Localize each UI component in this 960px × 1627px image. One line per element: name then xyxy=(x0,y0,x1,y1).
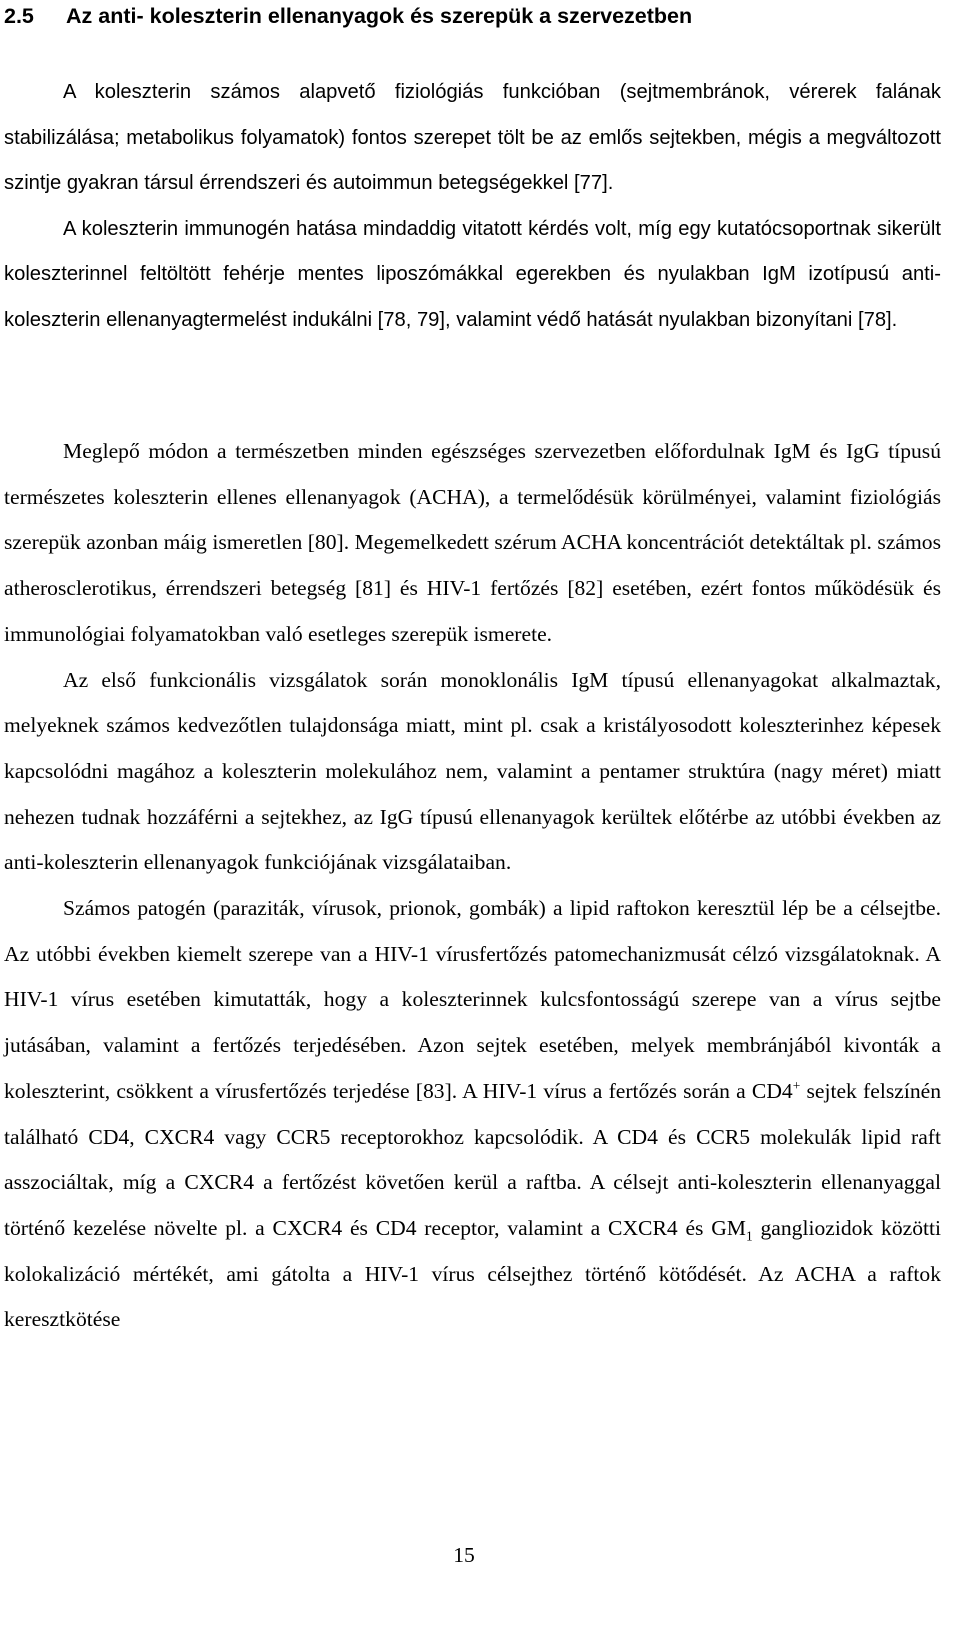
paragraph-functional-studies: Az első funkcionális vizsgálatok során monoklonális IgM típusú ellenanyagokat alkalmaztak, melyeknek számos kedvezőtlen tulajdonsága miatt, mint pl. csak a kristályosodott koleszterinhez képesek kapcsolódni magához a koleszterin molekulához nem, valamint a pentamer struktúra (nagy méret) miatt nehezen tudnak hozzáférni a sejtekhez, az IgG típusú ellenanyagok kerültek előtérbe az utóbbi években az anti-koleszterin ellenanyagok funkciójának vizsgálataiban. xyxy=(4,667,941,875)
paragraph-part: gangliozidok közötti kolokalizáció mértékét, ami gátolta a HIV-1 vírus célsejthez történő kötődését. Az ACHA a raftok keresztkötése xyxy=(4,1215,941,1332)
paragraph-immunogenic-effect: A koleszterin immunogén hatása mindaddig vitatott kérdés volt, míg egy kutatócsoportnak sikerült koleszterinnel feltöltött fehérje mentes liposzómákkal egerekben és nyulakban IgM izotípusú anti-koleszterin ellenanyagtermelést indukálni [78, 79], valamint védő hatását nyulakban bizonyítani [78]. xyxy=(4,217,941,331)
main-text-block xyxy=(4,429,941,1343)
intro-text-block xyxy=(4,70,941,343)
subscript-one: 1 xyxy=(746,1228,753,1244)
paragraph-hiv-pathogens xyxy=(4,886,941,1343)
section-title: Az anti- koleszterin ellenanyagok és szerepük a szervezetben xyxy=(66,4,693,28)
paragraph-cholesterol-functions: A koleszterin számos alapvető fiziológiás funkcióban (sejtmembránok, vérerek falának stabilizálása; metabolikus folyamatok) fontos szerepet tölt be az emlős sejtekben, mégis a megváltozott szintje gyakran társul érrendszeri és autoimmun betegségekkel [77]. xyxy=(4,81,941,194)
section-number: 2.5 xyxy=(4,4,34,28)
paragraph-part: sejtek felszínén található CD4, CXCR4 vagy CCR5 receptorokhoz kapcsolódik. A CD4 és CCR5 molekulák lipid raft asszociáltak, míg a CXCR4 a fertőzést követően kerül a raftba. A célsejt anti-koleszterin ellenanyaggal történő kezelése növelte pl. a CXCR4 és CD4 receptor, valamint a CXCR4 és GM xyxy=(4,1078,941,1240)
superscript-plus: + xyxy=(792,1077,801,1093)
page-number: 15 xyxy=(453,1543,475,1567)
paragraph-natural-antibodies: Meglepő módon a természetben minden egészséges szervezetben előfordulnak IgM és IgG típusú természetes koleszterin ellenes ellenanyagok (ACHA), a termelődésük körülményei, valamint fiziológiás szerepük azonban máig ismeretlen [80]. Megemelkedett szérum ACHA koncentrációt detektáltak pl. számos atherosclerotikus, érrendszeri betegség [81] és HIV-1 fertőzés [82] esetében, ezért fontos működésük és immunológiai folyamatokban való esetleges szerepük ismerete. xyxy=(4,439,941,646)
section-heading xyxy=(4,2,944,30)
paragraph-part: Számos patogén (paraziták, vírusok, prionok, gombák) a lipid raftokon keresztül lép be a célsejtbe. Az utóbbi években kiemelt szerepe van a HIV-1 vírusfertőzés patomechanizmusát célzó vizsgálatoknak. A HIV-1 vírus esetében kimutatták, hogy a koleszterinnek kulcsfontosságú szerepe van a vírus sejtbe jutásában, valamint a fertőzés terjedésében. Azon sejtek esetében, melyek membránjából kivonták a koleszterint, csökkent a vírusfertőzés terjedése [83]. A HIV-1 vírus a fertőzés során a CD4 xyxy=(4,896,941,1103)
